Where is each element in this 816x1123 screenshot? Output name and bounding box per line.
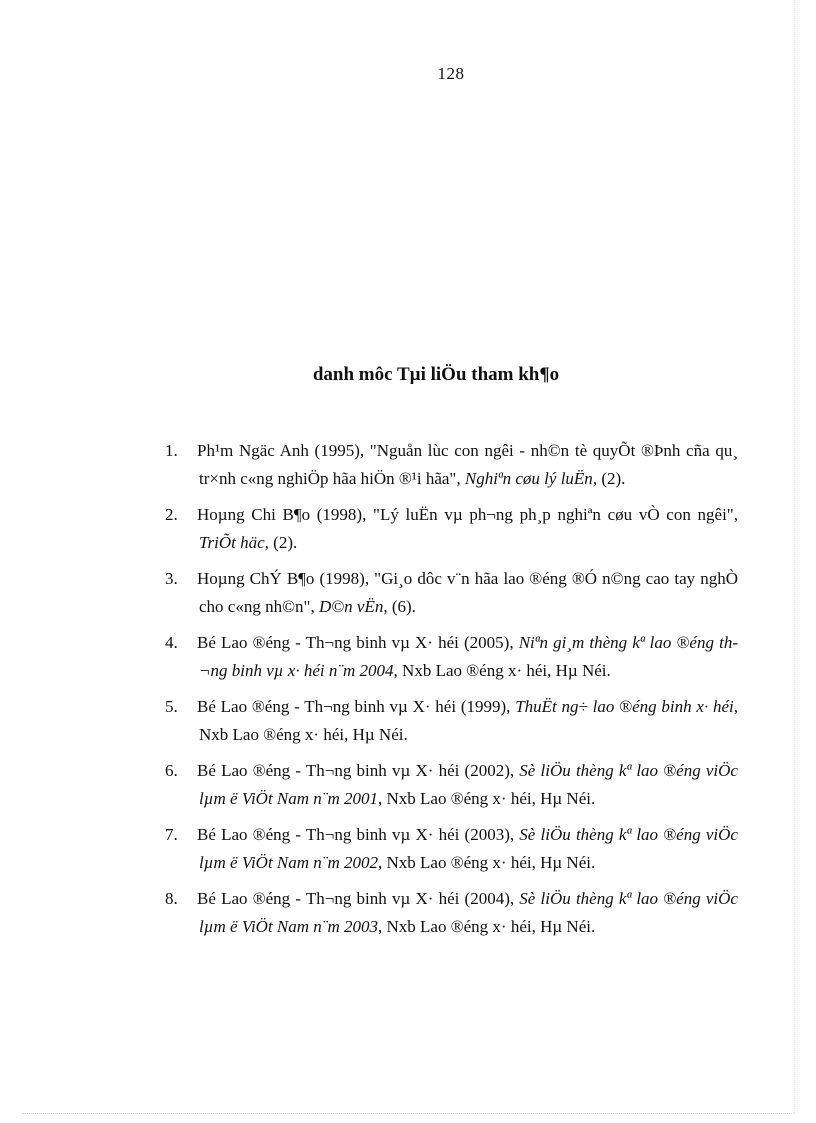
- reference-author-year: Bé Lao ®éng - Th¬ng binh vµ X· héi (2002),: [197, 761, 520, 780]
- reference-title: Niªn gi¸m thèng kª lao ®éng th¬ng binh vµ x· héi n¨m 2004: [199, 633, 739, 680]
- reference-title: D©n vËn: [318, 597, 384, 616]
- reference-publisher: , Nxb Lao ®éng x· héi, Hµ Néi.: [378, 789, 596, 808]
- page-edge-vertical: [794, 0, 795, 1113]
- reference-publisher: , Nxb Lao ®éng x· héi, Hµ Néi.: [393, 661, 611, 680]
- reference-number: 1.: [165, 441, 178, 460]
- reference-item-1: [133, 437, 738, 493]
- reference-item-3: [133, 565, 738, 621]
- reference-number: 8.: [165, 889, 178, 908]
- references-heading: danh môc Tµi liÖu tham kh¶o: [312, 364, 560, 385]
- reference-number: 6.: [165, 761, 178, 780]
- reference-number: 4.: [165, 633, 178, 652]
- reference-author-year: Ph¹m Ngäc Anh (1995), "Nguån lùc con ngêi - nh©n tè quyÕt ®Þnh cña qu¸ tr×nh c«ng nghiÖp hãa hiÖn ®¹i hãa",: [197, 441, 738, 488]
- reference-author-year: Bé Lao ®éng - Th¬ng binh vµ X· héi (2004),: [197, 889, 520, 908]
- reference-author-year: Bé Lao ®éng - Th¬ng binh vµ X· héi (2003),: [197, 825, 520, 844]
- reference-number: 5.: [165, 697, 178, 716]
- reference-item-5: [133, 693, 738, 749]
- reference-publisher: , (6).: [383, 597, 416, 616]
- page-number: 128: [437, 64, 465, 83]
- reference-publisher: , (2).: [592, 469, 626, 488]
- reference-publisher: , Nxb Lao ®éng x· héi, Hµ Néi.: [378, 917, 596, 936]
- reference-list: [133, 437, 738, 949]
- reference-number: 2.: [165, 505, 178, 524]
- reference-number: 7.: [165, 825, 178, 844]
- reference-title: TriÕt häc: [199, 533, 265, 552]
- page-edge-horizontal: [22, 1113, 794, 1114]
- reference-title: Sè liÖu thèng kª lao ®éng viÖc lµm ë ViÖt Nam n¨m 2003: [199, 889, 738, 936]
- reference-publisher: , (2).: [264, 533, 298, 552]
- reference-publisher: Nxb Lao ®éng x· héi, Hµ Néi.: [199, 725, 408, 744]
- reference-item-2: [133, 501, 738, 557]
- reference-number: 3.: [165, 569, 178, 588]
- reference-author-year: Hoµng Chi B¶o (1998), "Lý luËn vµ ph¬ng ph¸p nghiªn cøu vÒ con ngêi",: [197, 505, 738, 524]
- reference-author-year: Bé Lao ®éng - Th¬ng binh vµ X· héi (1999),: [197, 697, 516, 716]
- reference-item-8: [133, 885, 738, 941]
- reference-item-6: [133, 757, 738, 813]
- reference-title: Sè liÖu thèng kª lao ®éng viÖc lµm ë ViÖt Nam n¨m 2001: [199, 761, 738, 808]
- reference-author-year: Hoµng ChÝ B¶o (1998), "Gi¸o dôc v¨n hãa lao ®éng ®Ó n©ng cao tay nghÒ cho c«ng nh©n",: [197, 569, 738, 616]
- reference-publisher: , Nxb Lao ®éng x· héi, Hµ Néi.: [378, 853, 596, 872]
- reference-item-7: [133, 821, 738, 877]
- reference-title: ThuËt ng÷ lao ®éng binh x· héi,: [515, 697, 738, 716]
- reference-author-year: Bé Lao ®éng - Th¬ng binh vµ X· héi (2005),: [197, 633, 519, 652]
- reference-item-4: [133, 629, 738, 685]
- reference-title: Sè liÖu thèng kª lao ®éng viÖc lµm ë ViÖt Nam n¨m 2002: [199, 825, 738, 872]
- reference-title: Nghiªn cøu lý luËn: [464, 469, 593, 488]
